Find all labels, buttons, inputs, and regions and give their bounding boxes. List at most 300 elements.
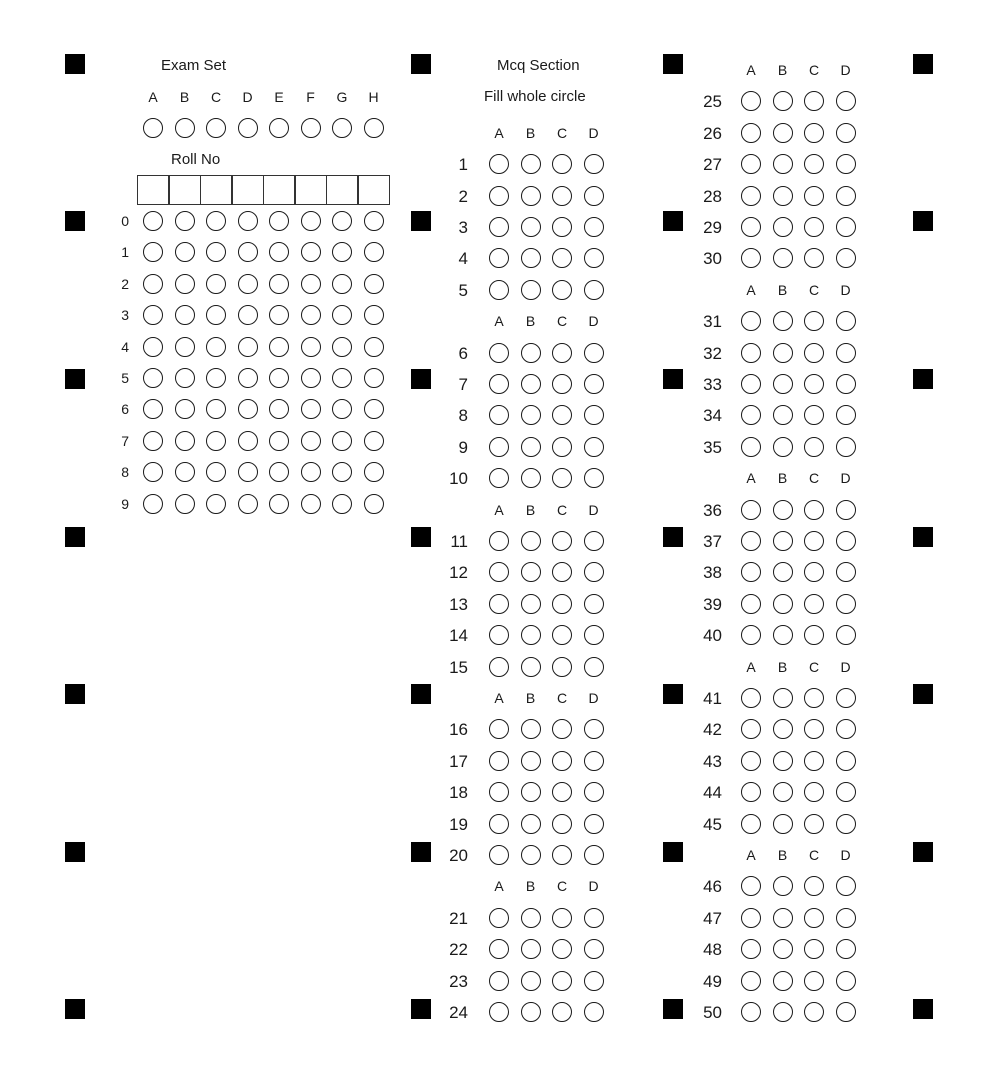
q34-option-c[interactable] [804,405,824,425]
q49-option-b[interactable] [773,971,793,991]
q1-option-a[interactable] [489,154,509,174]
q12-option-d[interactable] [584,562,604,582]
roll-no-entry-box[interactable] [358,175,390,205]
q30-option-a[interactable] [741,248,761,268]
q10-option-b[interactable] [521,468,541,488]
q29-option-c[interactable] [804,217,824,237]
q47-option-c[interactable] [804,908,824,928]
q24-option-a[interactable] [489,1002,509,1022]
q40-option-c[interactable] [804,625,824,645]
q9-option-a[interactable] [489,437,509,457]
q28-option-d[interactable] [836,186,856,206]
q50-option-d[interactable] [836,1002,856,1022]
q31-option-a[interactable] [741,311,761,331]
q9-option-b[interactable] [521,437,541,457]
roll-no-entry-box[interactable] [200,175,232,205]
q16-option-c[interactable] [552,719,572,739]
q42-option-b[interactable] [773,719,793,739]
q27-option-d[interactable] [836,154,856,174]
roll-no-bubble[interactable] [143,368,163,388]
q50-option-c[interactable] [804,1002,824,1022]
q12-option-c[interactable] [552,562,572,582]
q11-option-a[interactable] [489,531,509,551]
q5-option-d[interactable] [584,280,604,300]
roll-no-bubble[interactable] [301,462,321,482]
roll-no-bubble[interactable] [332,431,352,451]
roll-no-bubble[interactable] [301,368,321,388]
q2-option-d[interactable] [584,186,604,206]
roll-no-bubble[interactable] [332,211,352,231]
q50-option-b[interactable] [773,1002,793,1022]
q7-option-b[interactable] [521,374,541,394]
q24-option-d[interactable] [584,1002,604,1022]
q37-option-c[interactable] [804,531,824,551]
roll-no-entry-box[interactable] [295,175,327,205]
q21-option-c[interactable] [552,908,572,928]
exam-set-bubble-c[interactable] [206,118,226,138]
q13-option-d[interactable] [584,594,604,614]
roll-no-bubble[interactable] [332,494,352,514]
roll-no-bubble[interactable] [301,399,321,419]
roll-no-bubble[interactable] [269,274,289,294]
q22-option-c[interactable] [552,939,572,959]
q39-option-a[interactable] [741,594,761,614]
q11-option-b[interactable] [521,531,541,551]
roll-no-bubble[interactable] [238,337,258,357]
q26-option-c[interactable] [804,123,824,143]
q41-option-d[interactable] [836,688,856,708]
exam-set-bubble-h[interactable] [364,118,384,138]
roll-no-bubble[interactable] [269,242,289,262]
q31-option-b[interactable] [773,311,793,331]
q8-option-d[interactable] [584,405,604,425]
q8-option-c[interactable] [552,405,572,425]
roll-no-bubble[interactable] [269,211,289,231]
roll-no-bubble[interactable] [364,368,384,388]
question-number: 25 [703,92,722,112]
q19-option-a[interactable] [489,814,509,834]
q38-option-b[interactable] [773,562,793,582]
q26-option-d[interactable] [836,123,856,143]
q32-option-b[interactable] [773,343,793,363]
q35-option-b[interactable] [773,437,793,457]
q40-option-d[interactable] [836,625,856,645]
q33-option-b[interactable] [773,374,793,394]
q17-option-c[interactable] [552,751,572,771]
q22-option-b[interactable] [521,939,541,959]
q39-option-d[interactable] [836,594,856,614]
q15-option-b[interactable] [521,657,541,677]
q4-option-a[interactable] [489,248,509,268]
q45-option-d[interactable] [836,814,856,834]
q3-option-d[interactable] [584,217,604,237]
roll-no-bubble[interactable] [175,494,195,514]
q48-option-b[interactable] [773,939,793,959]
q49-option-c[interactable] [804,971,824,991]
roll-no-bubble[interactable] [238,462,258,482]
roll-no-bubble[interactable] [175,368,195,388]
q32-option-c[interactable] [804,343,824,363]
roll-no-bubble[interactable] [175,462,195,482]
exam-set-bubble-g[interactable] [332,118,352,138]
roll-no-bubble[interactable] [206,494,226,514]
q5-option-b[interactable] [521,280,541,300]
roll-no-bubble[interactable] [332,399,352,419]
roll-no-bubble[interactable] [175,305,195,325]
roll-no-bubble[interactable] [332,462,352,482]
q17-option-a[interactable] [489,751,509,771]
q33-option-c[interactable] [804,374,824,394]
q18-option-c[interactable] [552,782,572,802]
q42-option-c[interactable] [804,719,824,739]
q43-option-a[interactable] [741,751,761,771]
q9-option-d[interactable] [584,437,604,457]
roll-no-entry-box[interactable] [326,175,358,205]
q43-option-b[interactable] [773,751,793,771]
q48-option-a[interactable] [741,939,761,959]
roll-no-bubble[interactable] [238,431,258,451]
q36-option-a[interactable] [741,500,761,520]
q27-option-c[interactable] [804,154,824,174]
exam-set-bubble-b[interactable] [175,118,195,138]
roll-no-bubble[interactable] [238,211,258,231]
roll-no-bubble[interactable] [364,399,384,419]
q15-option-d[interactable] [584,657,604,677]
roll-no-bubble[interactable] [269,399,289,419]
roll-no-entry-box[interactable] [232,175,264,205]
q25-option-a[interactable] [741,91,761,111]
q19-option-b[interactable] [521,814,541,834]
q21-option-a[interactable] [489,908,509,928]
q23-option-b[interactable] [521,971,541,991]
roll-no-bubble[interactable] [364,337,384,357]
q4-option-d[interactable] [584,248,604,268]
q6-option-c[interactable] [552,343,572,363]
q12-option-b[interactable] [521,562,541,582]
q15-option-a[interactable] [489,657,509,677]
q22-option-a[interactable] [489,939,509,959]
q16-option-d[interactable] [584,719,604,739]
q5-option-c[interactable] [552,280,572,300]
exam-set-bubble-a[interactable] [143,118,163,138]
q1-option-c[interactable] [552,154,572,174]
q6-option-a[interactable] [489,343,509,363]
roll-no-bubble[interactable] [175,431,195,451]
q32-option-d[interactable] [836,343,856,363]
roll-no-bubble[interactable] [206,242,226,262]
roll-no-bubble[interactable] [206,305,226,325]
q38-option-d[interactable] [836,562,856,582]
roll-no-bubble[interactable] [206,274,226,294]
roll-no-bubble[interactable] [175,399,195,419]
roll-no-bubble[interactable] [143,462,163,482]
q17-option-b[interactable] [521,751,541,771]
q37-option-d[interactable] [836,531,856,551]
q9-option-c[interactable] [552,437,572,457]
q45-option-c[interactable] [804,814,824,834]
roll-no-bubble[interactable] [364,494,384,514]
q36-option-b[interactable] [773,500,793,520]
q44-option-b[interactable] [773,782,793,802]
roll-no-bubble[interactable] [332,337,352,357]
q23-option-a[interactable] [489,971,509,991]
q20-option-a[interactable] [489,845,509,865]
q48-option-d[interactable] [836,939,856,959]
exam-set-bubble-f[interactable] [301,118,321,138]
mcq-choice-header: D [588,878,599,895]
q48-option-c[interactable] [804,939,824,959]
q21-option-b[interactable] [521,908,541,928]
roll-no-bubble[interactable] [301,274,321,294]
roll-no-bubble[interactable] [143,337,163,357]
q28-option-c[interactable] [804,186,824,206]
exam-set-bubble-d[interactable] [238,118,258,138]
roll-no-bubble[interactable] [143,242,163,262]
q46-option-b[interactable] [773,876,793,896]
roll-no-bubble[interactable] [143,305,163,325]
q32-option-a[interactable] [741,343,761,363]
q33-option-d[interactable] [836,374,856,394]
q23-option-d[interactable] [584,971,604,991]
q30-option-c[interactable] [804,248,824,268]
q2-option-b[interactable] [521,186,541,206]
q30-option-d[interactable] [836,248,856,268]
q3-option-b[interactable] [521,217,541,237]
q3-option-c[interactable] [552,217,572,237]
q20-option-b[interactable] [521,845,541,865]
q20-option-d[interactable] [584,845,604,865]
q35-option-d[interactable] [836,437,856,457]
q18-option-a[interactable] [489,782,509,802]
q47-option-a[interactable] [741,908,761,928]
q13-option-c[interactable] [552,594,572,614]
roll-no-bubble[interactable] [175,274,195,294]
q36-option-c[interactable] [804,500,824,520]
q11-option-c[interactable] [552,531,572,551]
q13-option-b[interactable] [521,594,541,614]
q12-option-a[interactable] [489,562,509,582]
roll-no-entry-box[interactable] [137,175,169,205]
q1-option-d[interactable] [584,154,604,174]
roll-no-bubble[interactable] [364,242,384,262]
roll-no-bubble[interactable] [269,431,289,451]
roll-no-bubble[interactable] [364,274,384,294]
q3-option-a[interactable] [489,217,509,237]
q39-option-b[interactable] [773,594,793,614]
q19-option-c[interactable] [552,814,572,834]
roll-no-bubble[interactable] [206,368,226,388]
roll-no-bubble[interactable] [269,337,289,357]
roll-no-bubble[interactable] [238,305,258,325]
q21-option-d[interactable] [584,908,604,928]
roll-no-bubble[interactable] [206,462,226,482]
q47-option-b[interactable] [773,908,793,928]
q5-option-a[interactable] [489,280,509,300]
roll-no-bubble[interactable] [238,399,258,419]
roll-no-bubble[interactable] [143,211,163,231]
roll-no-bubble[interactable] [301,337,321,357]
roll-no-bubble[interactable] [269,494,289,514]
q45-option-b[interactable] [773,814,793,834]
q2-option-a[interactable] [489,186,509,206]
roll-no-bubble[interactable] [364,431,384,451]
q44-option-d[interactable] [836,782,856,802]
roll-no-bubble[interactable] [332,274,352,294]
q44-option-a[interactable] [741,782,761,802]
mcq-choice-header: B [525,501,536,518]
roll-no-bubble[interactable] [269,305,289,325]
q35-option-c[interactable] [804,437,824,457]
q25-option-d[interactable] [836,91,856,111]
q8-option-b[interactable] [521,405,541,425]
q46-option-c[interactable] [804,876,824,896]
roll-no-bubble[interactable] [143,274,163,294]
q24-option-b[interactable] [521,1002,541,1022]
q29-option-a[interactable] [741,217,761,237]
q18-option-b[interactable] [521,782,541,802]
q50-option-a[interactable] [741,1002,761,1022]
q8-option-a[interactable] [489,405,509,425]
roll-no-bubble[interactable] [269,462,289,482]
roll-no-bubble[interactable] [238,274,258,294]
q31-option-c[interactable] [804,311,824,331]
q6-option-b[interactable] [521,343,541,363]
roll-no-entry-box[interactable] [169,175,201,205]
roll-no-entry-box[interactable] [263,175,295,205]
q14-option-d[interactable] [584,625,604,645]
q16-option-b[interactable] [521,719,541,739]
q33-option-a[interactable] [741,374,761,394]
q28-option-b[interactable] [773,186,793,206]
roll-no-bubble[interactable] [206,337,226,357]
q7-option-a[interactable] [489,374,509,394]
q27-option-a[interactable] [741,154,761,174]
q4-option-c[interactable] [552,248,572,268]
roll-no-bubble[interactable] [332,305,352,325]
roll-no-bubble[interactable] [364,462,384,482]
q37-option-a[interactable] [741,531,761,551]
roll-no-bubble[interactable] [206,431,226,451]
roll-no-bubble[interactable] [301,242,321,262]
q39-option-c[interactable] [804,594,824,614]
q22-option-d[interactable] [584,939,604,959]
q43-option-d[interactable] [836,751,856,771]
q38-option-a[interactable] [741,562,761,582]
q40-option-a[interactable] [741,625,761,645]
q20-option-c[interactable] [552,845,572,865]
q45-option-a[interactable] [741,814,761,834]
q30-option-b[interactable] [773,248,793,268]
q41-option-a[interactable] [741,688,761,708]
q41-option-c[interactable] [804,688,824,708]
roll-no-bubble[interactable] [364,211,384,231]
q49-option-a[interactable] [741,971,761,991]
q25-option-c[interactable] [804,91,824,111]
q34-option-b[interactable] [773,405,793,425]
q49-option-d[interactable] [836,971,856,991]
roll-no-bubble[interactable] [175,211,195,231]
q10-option-d[interactable] [584,468,604,488]
q29-option-d[interactable] [836,217,856,237]
q11-option-d[interactable] [584,531,604,551]
q25-option-b[interactable] [773,91,793,111]
q1-option-b[interactable] [521,154,541,174]
q7-option-c[interactable] [552,374,572,394]
q29-option-b[interactable] [773,217,793,237]
roll-no-bubble[interactable] [269,368,289,388]
q24-option-c[interactable] [552,1002,572,1022]
q42-option-d[interactable] [836,719,856,739]
roll-no-bubble[interactable] [238,494,258,514]
roll-no-bubble[interactable] [206,399,226,419]
q10-option-c[interactable] [552,468,572,488]
q2-option-c[interactable] [552,186,572,206]
q14-option-b[interactable] [521,625,541,645]
q13-option-a[interactable] [489,594,509,614]
q35-option-a[interactable] [741,437,761,457]
roll-no-bubble[interactable] [301,431,321,451]
roll-no-bubble[interactable] [206,211,226,231]
q38-option-c[interactable] [804,562,824,582]
q46-option-d[interactable] [836,876,856,896]
q26-option-a[interactable] [741,123,761,143]
q31-option-d[interactable] [836,311,856,331]
q44-option-c[interactable] [804,782,824,802]
roll-no-bubble[interactable] [364,305,384,325]
roll-no-bubble[interactable] [301,494,321,514]
roll-no-bubble[interactable] [143,494,163,514]
q18-option-d[interactable] [584,782,604,802]
q26-option-b[interactable] [773,123,793,143]
q36-option-d[interactable] [836,500,856,520]
q14-option-a[interactable] [489,625,509,645]
q41-option-b[interactable] [773,688,793,708]
roll-no-bubble[interactable] [238,368,258,388]
q17-option-d[interactable] [584,751,604,771]
q42-option-a[interactable] [741,719,761,739]
question-number: 3 [458,218,468,237]
roll-no-bubble[interactable] [143,431,163,451]
exam-set-bubble-e[interactable] [269,118,289,138]
q46-option-a[interactable] [741,876,761,896]
q14-option-c[interactable] [552,625,572,645]
q10-option-a[interactable] [489,468,509,488]
q23-option-c[interactable] [552,971,572,991]
q4-option-b[interactable] [521,248,541,268]
q34-option-a[interactable] [741,405,761,425]
q47-option-d[interactable] [836,908,856,928]
q43-option-c[interactable] [804,751,824,771]
q40-option-b[interactable] [773,625,793,645]
roll-no-bubble[interactable] [238,242,258,262]
roll-no-bubble[interactable] [175,337,195,357]
q6-option-d[interactable] [584,343,604,363]
q15-option-c[interactable] [552,657,572,677]
roll-no-bubble[interactable] [143,399,163,419]
q34-option-d[interactable] [836,405,856,425]
roll-no-bubble[interactable] [301,305,321,325]
q27-option-b[interactable] [773,154,793,174]
q7-option-d[interactable] [584,374,604,394]
q19-option-d[interactable] [584,814,604,834]
q28-option-a[interactable] [741,186,761,206]
roll-no-bubble[interactable] [332,368,352,388]
roll-no-bubble[interactable] [175,242,195,262]
q16-option-a[interactable] [489,719,509,739]
roll-no-bubble[interactable] [332,242,352,262]
q37-option-b[interactable] [773,531,793,551]
roll-no-bubble[interactable] [301,211,321,231]
